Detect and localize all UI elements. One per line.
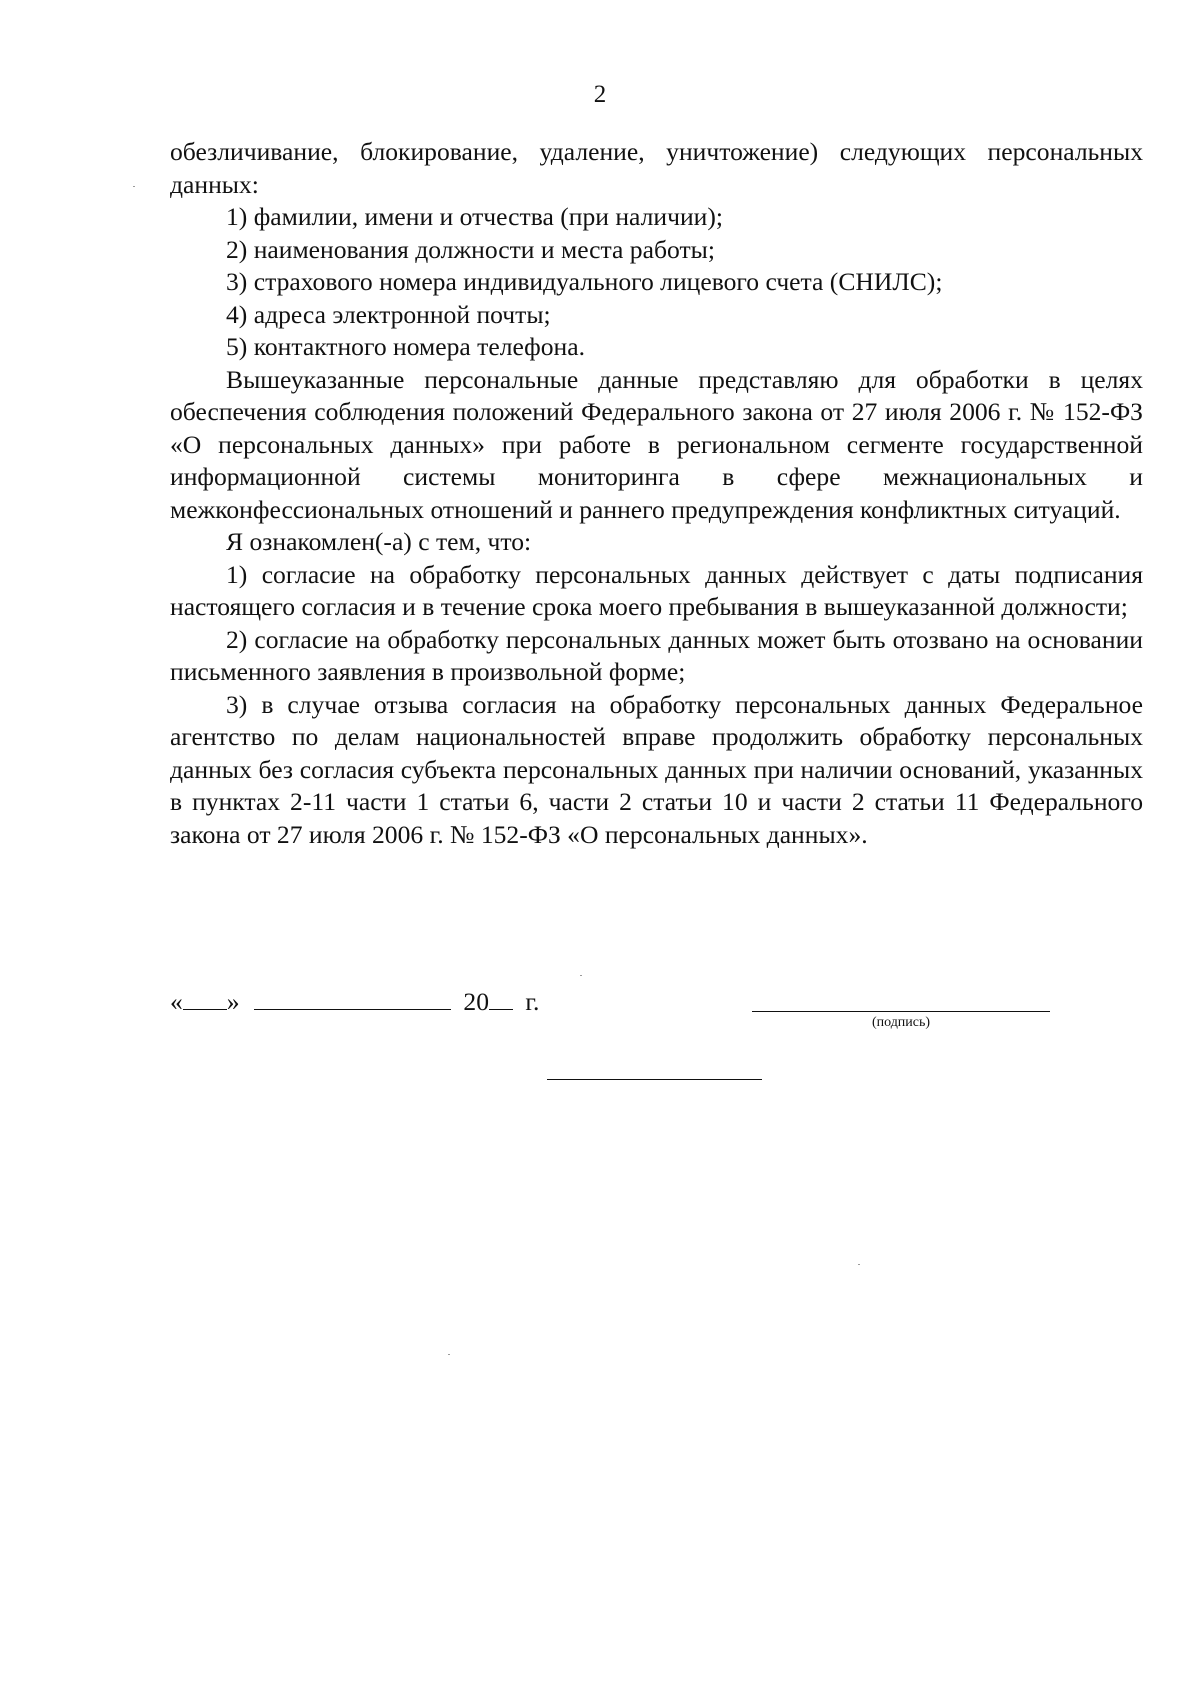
end-divider	[547, 1079, 762, 1080]
paragraph-purpose: Вышеуказанные персональные данные представляю для обработки в целях обеспечения соблюдения положений Федерального закона от 27 июля 2006 г. № 152-ФЗ «О персональных данных» при работе в региональном сегменте государственной информационной системы мониторинга в сфере межнациональных и межконфессиональных отношений и раннего предупреждения конфликтных ситуаций.	[170, 364, 1143, 524]
signature-line[interactable]	[752, 1011, 1050, 1012]
year-blank[interactable]	[489, 985, 513, 1010]
acknowledge-item-term: 1) согласие на обработку персональных данных действует с даты подписания настоящего согласия и в течение срока моего пребывания в вышеуказанной должности;	[170, 559, 1143, 621]
page-number: 2	[593, 81, 607, 108]
scan-speck	[580, 975, 582, 976]
year-prefix: 20	[463, 987, 489, 1016]
list-item-email: 4) адреса электронной почты;	[226, 299, 551, 329]
month-blank[interactable]	[254, 985, 451, 1010]
date-field	[170, 985, 539, 1017]
document-body	[170, 136, 1143, 851]
list-item-phone: 5) контактного номера телефона.	[226, 332, 585, 361]
paragraph-intro: обезличивание, блокирование, удаление, уничтожение) следующих персональных данных:	[170, 137, 1143, 199]
signature-block	[0, 985, 1200, 1045]
list-item-position: 2) наименования должности и места работы;	[226, 234, 715, 264]
day-blank[interactable]	[183, 985, 227, 1010]
scan-speck	[858, 1264, 860, 1265]
paragraph-acknowledge: Я ознакомлен(-а) с тем, что:	[226, 527, 532, 556]
acknowledge-item-continue: 3) в случае отзыва согласия на обработку персональных данных Федеральное агентство по делам национальностей вправе продолжить обработку персональных данных без согласия субъекта персональных данных при наличии оснований, указанных в пунктах 2-11 части 1 статьи 6, части 2 статьи 10 и части 2 статьи 11 Федерального закона от 27 июля 2006 г. № 152-ФЗ «О персональных данных».	[170, 689, 1143, 849]
acknowledge-item-revoke: 2) согласие на обработку персональных данных может быть отозвано на основании письменного заявления в произвольной форме;	[170, 624, 1143, 686]
list-item-name: 1) фамилии, имени и отчества (при наличии);	[226, 202, 723, 231]
quote-close: »	[226, 987, 240, 1016]
year-suffix: г.	[525, 987, 540, 1016]
list-item-snils: 3) страхового номера индивидуального лицевого счета (СНИЛС);	[226, 267, 943, 296]
scan-speck	[133, 186, 135, 187]
signature-caption: (подпись)	[871, 1015, 931, 1030]
quote-open: «	[170, 987, 183, 1016]
scan-speck	[448, 1354, 450, 1355]
